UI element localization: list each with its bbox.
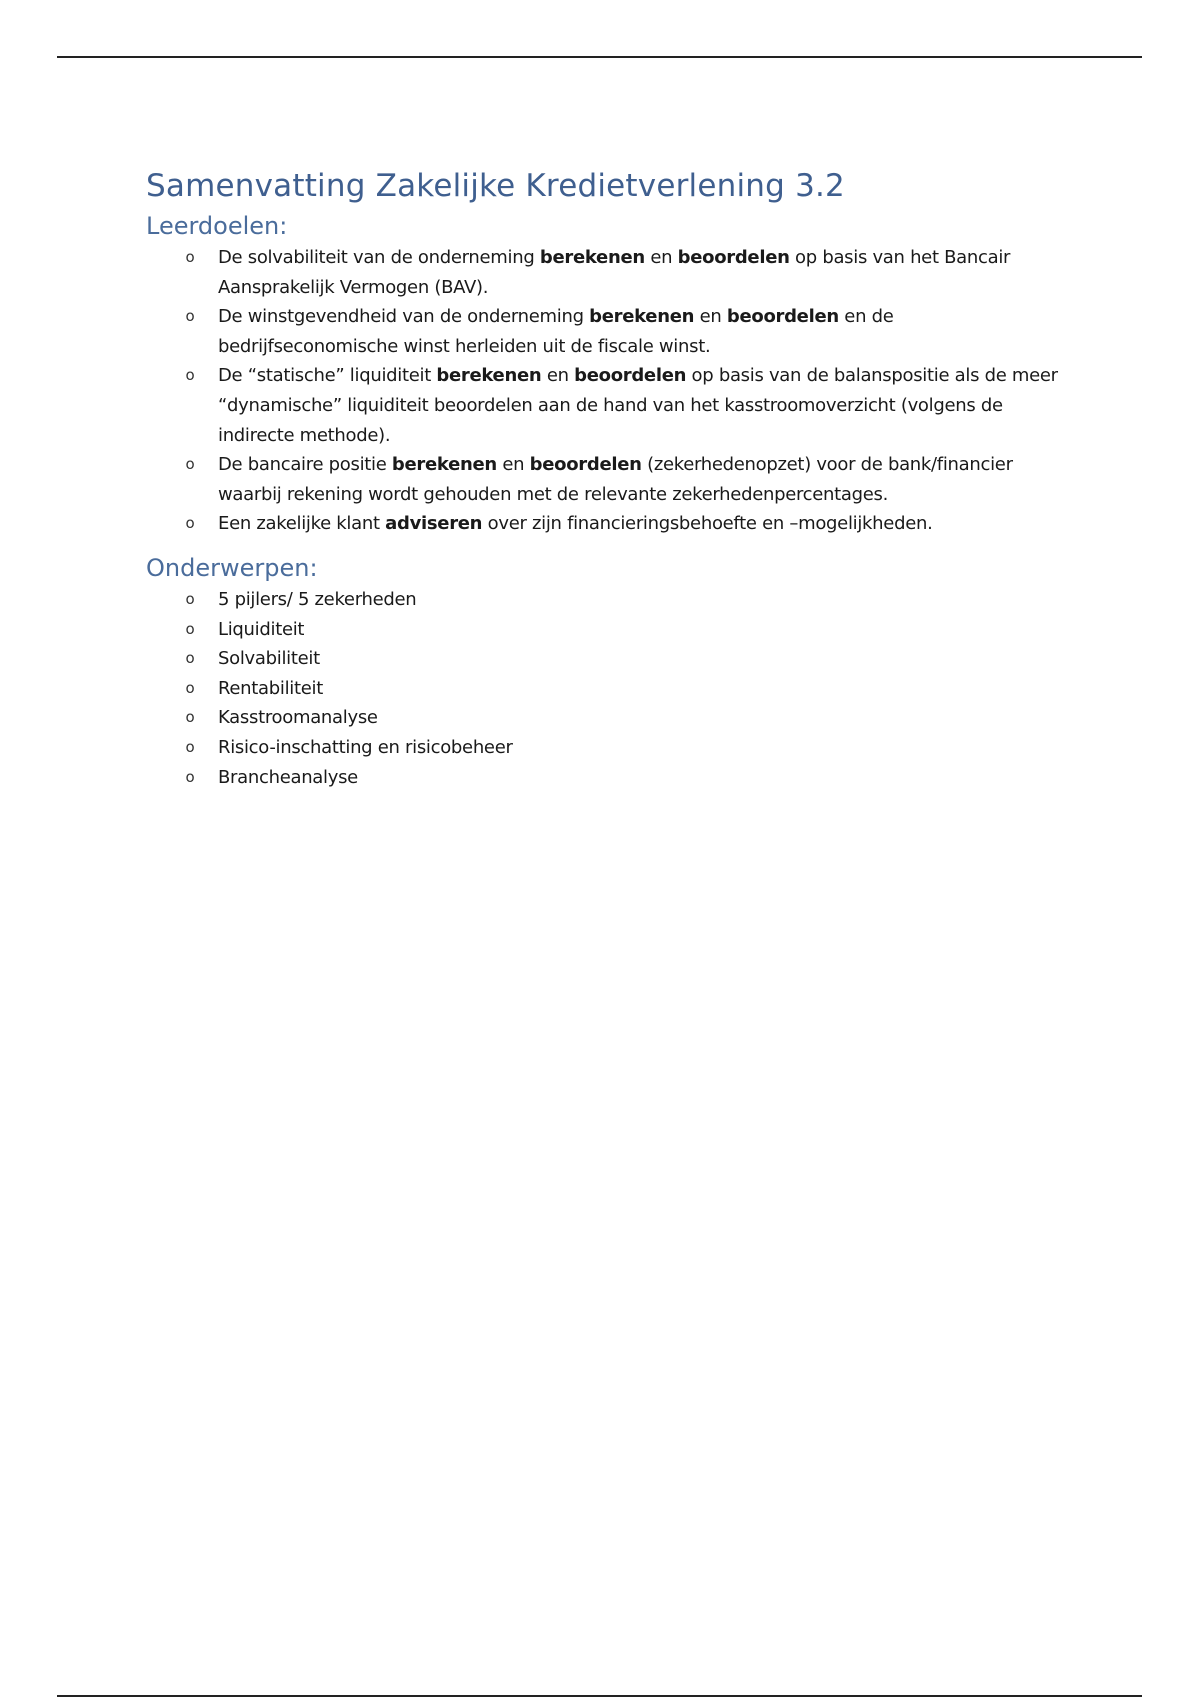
list-item-text: over zijn financieringsbehoefte en –mogelijkheden. — [482, 513, 933, 535]
list-item-text: Brancheanalyse — [218, 766, 358, 788]
list-item — [146, 674, 1066, 704]
bullet-circle-icon — [183, 361, 197, 391]
leerdoelen-list — [146, 243, 1066, 539]
document-body — [146, 165, 1066, 792]
bullet-circle-icon — [183, 302, 197, 332]
list-item-text: en de bedrijfseconomische winst herleiden uit de fiscale winst. — [218, 306, 894, 357]
bullet-circle-icon — [183, 733, 197, 763]
list-item — [146, 585, 1066, 615]
emphasis-text: adviseren — [385, 513, 483, 535]
bullet-circle-icon — [183, 585, 197, 615]
bullet-circle-icon — [183, 243, 197, 273]
list-item — [146, 703, 1066, 733]
list-item — [146, 450, 1066, 509]
list-item-text: 5 pijlers/ 5 zekerheden — [218, 588, 417, 610]
bullet-circle-icon — [183, 509, 197, 539]
page-top-rule — [57, 56, 1142, 58]
list-item-text: De winstgevendheid van de onderneming — [218, 306, 590, 328]
list-item-text: Rentabiliteit — [218, 677, 323, 699]
emphasis-text: beoordelen — [529, 454, 642, 476]
list-item-text: Solvabiliteit — [218, 648, 320, 670]
onderwerpen-list — [146, 585, 1066, 792]
list-item-text: op basis van de balanspositie als de meer “dynamische” liquiditeit beoordelen aan de hand van het kasstroomoverzicht (volgens de indirecte methode). — [218, 365, 1058, 446]
list-item — [146, 509, 1066, 539]
bullet-circle-icon — [183, 763, 197, 793]
bullet-circle-icon — [183, 674, 197, 704]
emphasis-text: beoordelen — [677, 247, 790, 268]
list-item-text: op basis van het Bancair Aansprakelijk Vermogen (BAV). — [218, 247, 1011, 298]
bullet-circle-icon — [183, 703, 197, 733]
emphasis-text: berekenen — [589, 306, 695, 328]
list-item-text: De “statische” liquiditeit — [218, 365, 437, 387]
section-heading-onderwerpen: Onderwerpen: — [146, 553, 318, 582]
list-item-text: en — [644, 247, 678, 268]
list-item-text: en — [496, 454, 530, 476]
emphasis-text: berekenen — [539, 247, 645, 268]
bullet-circle-icon — [183, 615, 197, 645]
list-item — [146, 361, 1066, 450]
list-item — [146, 644, 1066, 674]
list-item-text: (zekerhedenopzet) voor de bank/financier waarbij rekening wordt gehouden met de relevante zekerhedenpercentages. — [218, 454, 1013, 505]
list-item-text: Een zakelijke klant — [218, 513, 386, 535]
list-item — [146, 763, 1066, 793]
emphasis-text: beoordelen — [726, 306, 839, 328]
emphasis-text: berekenen — [436, 365, 542, 387]
list-item — [146, 302, 1066, 361]
list-item-text: Risico-inschatting en risicobeheer — [218, 736, 513, 758]
section-heading-leerdoelen: Leerdoelen: — [146, 212, 288, 240]
list-item — [146, 243, 1066, 302]
list-item — [146, 615, 1066, 645]
bullet-circle-icon — [183, 644, 197, 674]
list-item-text: De solvabiliteit van de onderneming — [218, 247, 540, 268]
list-item — [146, 733, 1066, 763]
page-bottom-rule — [57, 1695, 1142, 1697]
document-title: Samenvatting Zakelijke Kredietverlening 3.2 — [146, 168, 845, 204]
list-item-text: en — [694, 306, 727, 328]
list-item-text: Liquiditeit — [218, 618, 305, 640]
emphasis-text: berekenen — [391, 454, 497, 476]
list-item-text: De bancaire positie — [218, 454, 392, 476]
list-item-text: en — [541, 365, 575, 387]
emphasis-text: beoordelen — [574, 365, 687, 387]
bullet-circle-icon — [183, 450, 197, 480]
list-item-text: Kasstroomanalyse — [218, 707, 378, 729]
